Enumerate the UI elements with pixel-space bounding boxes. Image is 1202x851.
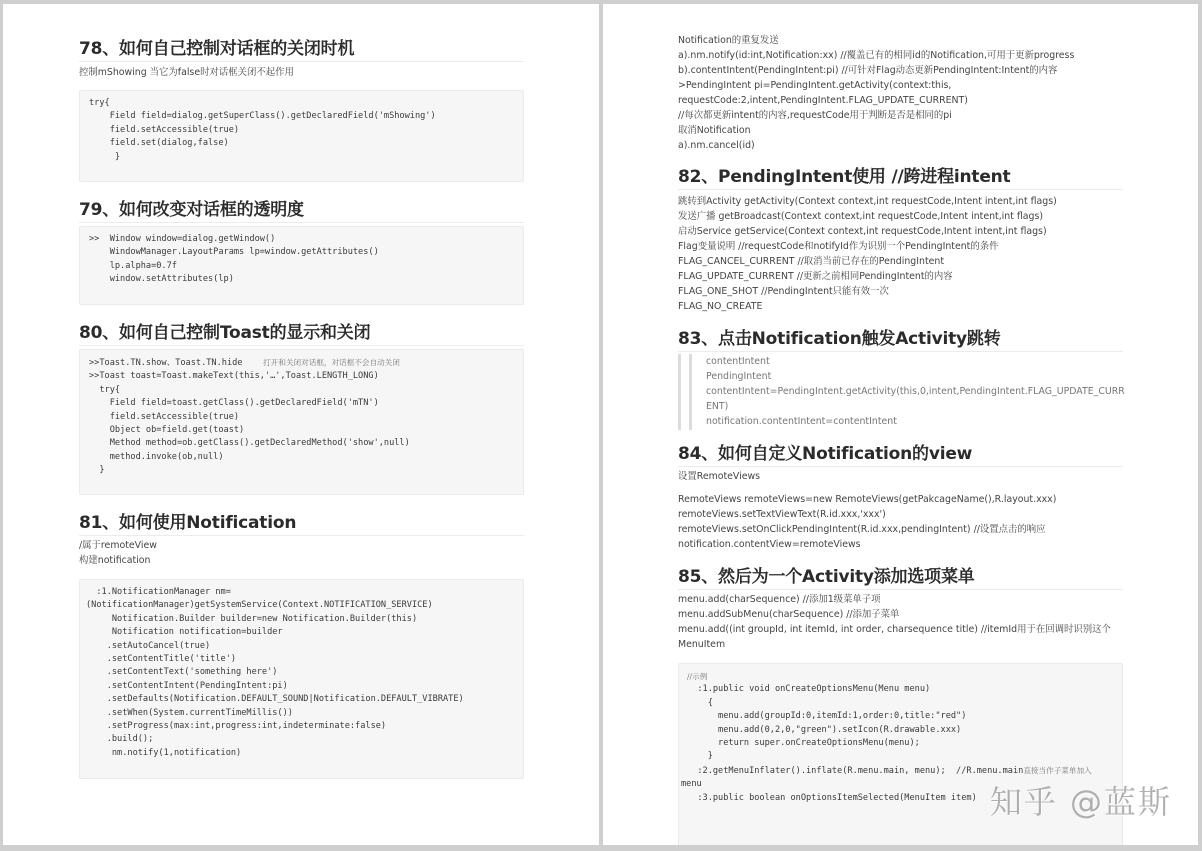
code-text: >>Toast.TN.show、Toast.TN.hide	[89, 358, 243, 368]
code-comment: 打开和关闭对话框，对话框不会自动关闭	[263, 358, 400, 367]
code-line: field.set(dialog,false)	[89, 138, 229, 149]
code-line: Field field=dialog.getSuperClass().getDeclaredField('mShowing')	[89, 111, 436, 122]
code-line: }	[89, 151, 121, 162]
code-line: }	[89, 465, 105, 476]
section-82-line: FLAG_NO_CREATE	[678, 301, 763, 312]
code-comment: 直接当作子菜单加入	[1023, 765, 1092, 775]
section-85-line: MenuItem	[678, 639, 726, 650]
section-84-line: RemoteViews remoteViews=new RemoteViews(getPakcageName(),R.layout.xxx)	[678, 494, 1057, 505]
code-line: try{	[89, 98, 110, 108]
section-82-heading: 82、PendingIntent使用 //跨进程intent	[678, 162, 1123, 190]
section-84-line: remoteViews.setOnClickPendingIntent(R.id.xxx,pendingIntent) //设置点击的响应	[678, 524, 1046, 535]
code-line: :1.NotificationManager nm=	[86, 587, 231, 597]
intro-line: Notification的重复发送	[678, 35, 779, 46]
code-line: method.invoke(ob,null)	[89, 451, 224, 462]
section-82-line: FLAG_CANCEL_CURRENT //取消当前已存在的PendingIntent	[678, 256, 945, 267]
section-78-text: 控制mShowing 当它为false时对话框关闭不起作用	[79, 67, 294, 78]
quote-line: contentIntent=PendingIntent.getActivity(this,0,intent,PendingIntent.FLAG_UPDATE_CURR	[706, 386, 1125, 397]
intro-line: a).nm.notify(id:int,Notification:xx) //覆盖已有的相同id的Notification,可用于更新progress	[678, 50, 1075, 61]
section-82-line: 启动Service getService(Context context,int requestCode,Intent intent,int flags)	[678, 226, 1047, 237]
section-79-code	[79, 226, 524, 305]
code-line: nm.notify(1,notification)	[86, 747, 242, 758]
code-line: .build();	[86, 734, 154, 745]
code-line: Notification notification=builder	[86, 627, 283, 638]
section-83-heading: 83、点击Notification触发Activity跳转	[678, 324, 1123, 352]
section-81-text: /属于remoteView	[79, 540, 157, 551]
section-78-heading: 78、如何自己控制对话框的关闭时机	[79, 34, 524, 62]
intro-line: //每次都更新intent的内容,requestCode用于判断是否是相同的pi	[678, 110, 952, 121]
section-85-line: menu.addSubMenu(charSequence) //添加子菜单	[678, 609, 900, 620]
code-line: :3.public boolean onOptionsItemSelected(MenuItem item)	[687, 792, 977, 803]
section-84-line: remoteViews.setTextViewText(R.id.xxx,'xxx')	[678, 509, 886, 520]
section-85-line: menu.add((int groupId, int itemId, int order, charsequence title) //itemId用于在回调时识别这个	[678, 624, 1111, 635]
code-line: }	[687, 751, 713, 762]
quote-line: PendingIntent	[706, 371, 772, 382]
code-line: Notification.Builder builder=new Notification.Builder(this)	[86, 613, 418, 624]
section-81-heading: 81、如何使用Notification	[79, 508, 524, 536]
code-line: .setAutoCancel(true)	[86, 640, 211, 651]
code-line: :1.public void onCreateOptionsMenu(Menu menu)	[687, 684, 931, 695]
code-line: menu.add(groupId:0,itemId:1,order:0,title:"red")	[687, 711, 967, 722]
code-line: WindowManager.LayoutParams lp=window.getAttributes()	[89, 247, 379, 258]
code-line: try{	[89, 384, 121, 395]
code-line: field.setAccessible(true)	[89, 411, 240, 422]
code-line: >> Window window=dialog.getWindow()	[89, 234, 276, 244]
code-line: .setProgress(max:int,progress:int,indeterminate:false)	[86, 721, 387, 732]
code-line: .setDefaults(Notification.DEFAULT_SOUND|Notification.DEFAULT_VIBRATE)	[86, 694, 464, 705]
code-line: .setContentText('something here')	[86, 667, 278, 678]
quote-line: contentIntent	[706, 356, 770, 367]
code-line: (NotificationManager)getSystemService(Context.NOTIFICATION_SERVICE)	[86, 600, 433, 611]
section-84-heading: 84、如何自定义Notification的view	[678, 439, 1123, 467]
quote-line: notification.contentIntent=contentIntent	[706, 416, 897, 427]
zhihu-watermark: 知乎 @蓝斯	[989, 783, 1172, 821]
right-page	[603, 4, 1198, 845]
section-84-text: 设置RemoteViews	[678, 471, 761, 482]
section-82-line: Flag变量说明 //requestCode和notifyId作为识别一个PendingIntent的条件	[678, 241, 999, 252]
blockquote-bar	[678, 354, 681, 430]
section-80-heading: 80、如何自己控制Toast的显示和关闭	[79, 318, 524, 346]
section-85-heading: 85、然后为一个Activity添加选项菜单	[678, 562, 1123, 590]
code-line: menu	[681, 779, 702, 790]
code-text: :2.getMenuInflater().inflate(R.menu.main, menu); //R.menu.main	[687, 765, 1024, 776]
blockquote-bar	[689, 354, 692, 430]
code-line	[89, 356, 514, 370]
section-83-blockquote	[706, 354, 1125, 429]
quote-line: ENT)	[706, 401, 729, 412]
code-line: .setContentIntent(PendingIntent:pi)	[86, 680, 288, 691]
code-line: field.setAccessible(true)	[89, 124, 240, 135]
code-line: Object ob=field.get(toast)	[89, 425, 245, 436]
intro-line: a).nm.cancel(id)	[678, 140, 755, 151]
intro-line: 取消Notification	[678, 125, 751, 136]
section-82-line: FLAG_UPDATE_CURRENT //更新之前相同PendingIntent的内容	[678, 271, 953, 282]
intro-line: b).contentIntent(PendingIntent:pi) //可针对Flag动态更新PendingIntent:Intent的内容	[678, 65, 1058, 76]
section-82-line: 发送广播 getBroadcast(Context context,int requestCode,Intent intent,int flags)	[678, 211, 1044, 222]
code-line: .setWhen(System.currentTimeMillis())	[86, 707, 293, 718]
code-line: window.setAttributes(lp)	[89, 274, 234, 285]
section-78-code	[79, 90, 524, 182]
section-85-line: menu.add(charSequence) //添加1级菜单子项	[678, 594, 881, 605]
intro-line: >PendingIntent pi=PendingIntent.getActivity(context:this,	[678, 80, 952, 91]
code-line: .setContentTitle('title')	[86, 654, 237, 665]
code-line: Method method=ob.getClass().getDeclaredMethod('show',null)	[89, 438, 410, 449]
section-84-line: notification.contentView=remoteViews	[678, 539, 861, 550]
code-line: lp.alpha=0.7f	[89, 260, 177, 271]
section-80-code	[79, 349, 524, 495]
code-comment: //示例	[687, 672, 708, 681]
code-line: {	[687, 697, 713, 708]
code-line: return super.onCreateOptionsMenu(menu);	[687, 738, 920, 749]
section-81-code	[79, 579, 524, 779]
code-line: >>Toast toast=Toast.makeText(this,'…',Toast.LENGTH_LONG)	[89, 371, 379, 382]
code-line: Field field=toast.getClass().getDeclaredField('mTN')	[89, 398, 379, 409]
intro-line: requestCode:2,intent,PendingIntent.FLAG_UPDATE_CURRENT)	[678, 95, 968, 106]
left-page	[3, 4, 599, 845]
code-line: menu.add(0,2,0,"green").setIcon(R.drawable.xxx)	[687, 724, 962, 735]
section-82-line: 跳转到Activity getActivity(Context context,int requestCode,Intent intent,int flags)	[678, 196, 1057, 207]
section-81-text: 构建notification	[79, 555, 151, 566]
section-79-heading: 79、如何改变对话框的透明度	[79, 195, 524, 223]
section-82-line: FLAG_ONE_SHOT //PendingIntent只能有效一次	[678, 286, 889, 297]
